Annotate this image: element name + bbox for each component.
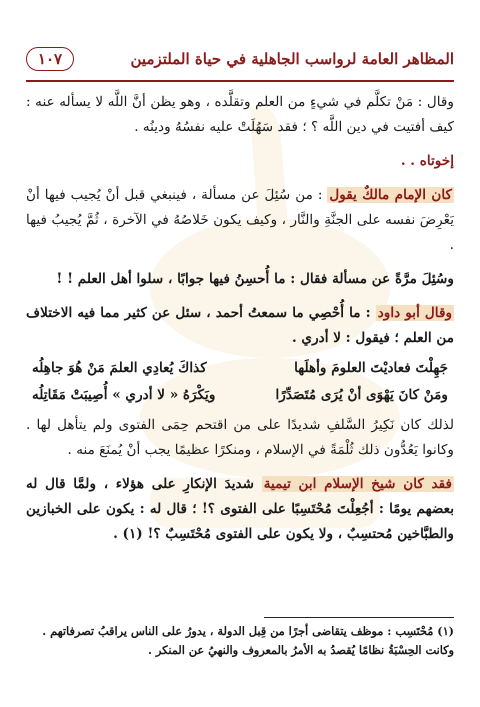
highlighted-lead: وقال أبو داود — [377, 305, 453, 321]
highlighted-lead: فقد كان شيخ الإسلام ابن تيمية — [263, 476, 452, 492]
poem-line: ومَنْ كانَ يَهْوَى أنْ يُرَى مُتَصَدِّرًا ويَكْرَهُ « لا أدري » أُصِيبَتْ مَقَاتِلُه — [32, 387, 448, 403]
page-number: ١٠٧ — [26, 47, 74, 71]
paragraph: وسُئِلَ مرَّةً عن مسألة فقال : ما أُحسِنُ فيها جوابًا ، سلوا أهل العلم ! ! — [56, 271, 454, 287]
poem — [32, 355, 448, 409]
paragraph-heading: إخوتاه . . — [400, 153, 454, 169]
paragraph: وقال أبو داود : ما أُحْصِي ما سمعتُ أحمد ، سئل عن كثير مما فيه الاختلاف من العلم ؛ فيقول : لا أدري . — [26, 305, 454, 346]
poem-line: جَهِلْتَ فعاديْتَ العلومَ وأهلَها كذاكَ يُعادِي العلمَ مَنْ هُوَ جاهِلُه — [32, 360, 448, 376]
footnote: (١) مُحْتَسِب : موظف يتقاضى أجرًا من قِبل الدولة ، يدورُ على الناس يراقبُ تصرفاتهم . — [42, 624, 454, 638]
paragraph: فقد كان شيخ الإسلام ابن تيمية شديدَ الإنكارِ على هؤلاء ، ولمَّا قال له بعضهم يومًا : أجُعِلْتَ مُحْتَسِبًا على الفتوى ؟! ؛ قال له : يكون على الخبازين والطبَّاخين مُحتسِبٌ ، ولا يكون على الفتوى مُحْتَسِبٌ ؟! (١) . — [26, 476, 454, 542]
footnotes — [26, 622, 454, 660]
page-header — [26, 42, 454, 76]
running-title: المظاهر العامة لرواسب الجاهلية في حياة الملتزمين — [130, 50, 454, 68]
footnote: وكانت الحِسْبَةُ نظامًا يُقصدُ به الأمرُ بالمعروف والنهيُ عن المنكر . — [148, 643, 454, 657]
header-divider — [26, 80, 454, 82]
footnote-divider — [264, 617, 454, 618]
main-text — [26, 90, 454, 547]
paragraph: لذلك كان نَكِيرُ السَّلفِ شديدًا على من اقتحم حِمَى الفتوى ولم يتأهل لها . وكانوا يَعُدُّون ذلك ثُلْمَةً في الإسلام ، ومنكرًا عظيمًا يجب أنْ يُمنَعَ منه . — [26, 417, 454, 458]
highlighted-lead: كان الإمام مالكٌ يقول — [329, 187, 452, 203]
paragraph: كان الإمام مالكٌ يقول : من سُئِلَ عن مسألة ، فينبغي قبل أنْ يُجيب فيها أنْ يَعْرِضَ نفسه على الجنَّةِ والنَّار ، وكيف يكون خَلاصُهُ في الآخرة ، ثُمَّ يُجيبُ فيها . — [26, 187, 454, 253]
paragraph: وقال : مَنْ تكلَّم في شيءٍ من العلم وتقلَّده ، وهو يظن أنَّ اللَّه لا يسأله عنه : كيف أفتيت في دين اللَّه ؟ ؛ فقد سَهُلَتْ عليه نفسُهُ ودينُه . — [26, 94, 454, 135]
